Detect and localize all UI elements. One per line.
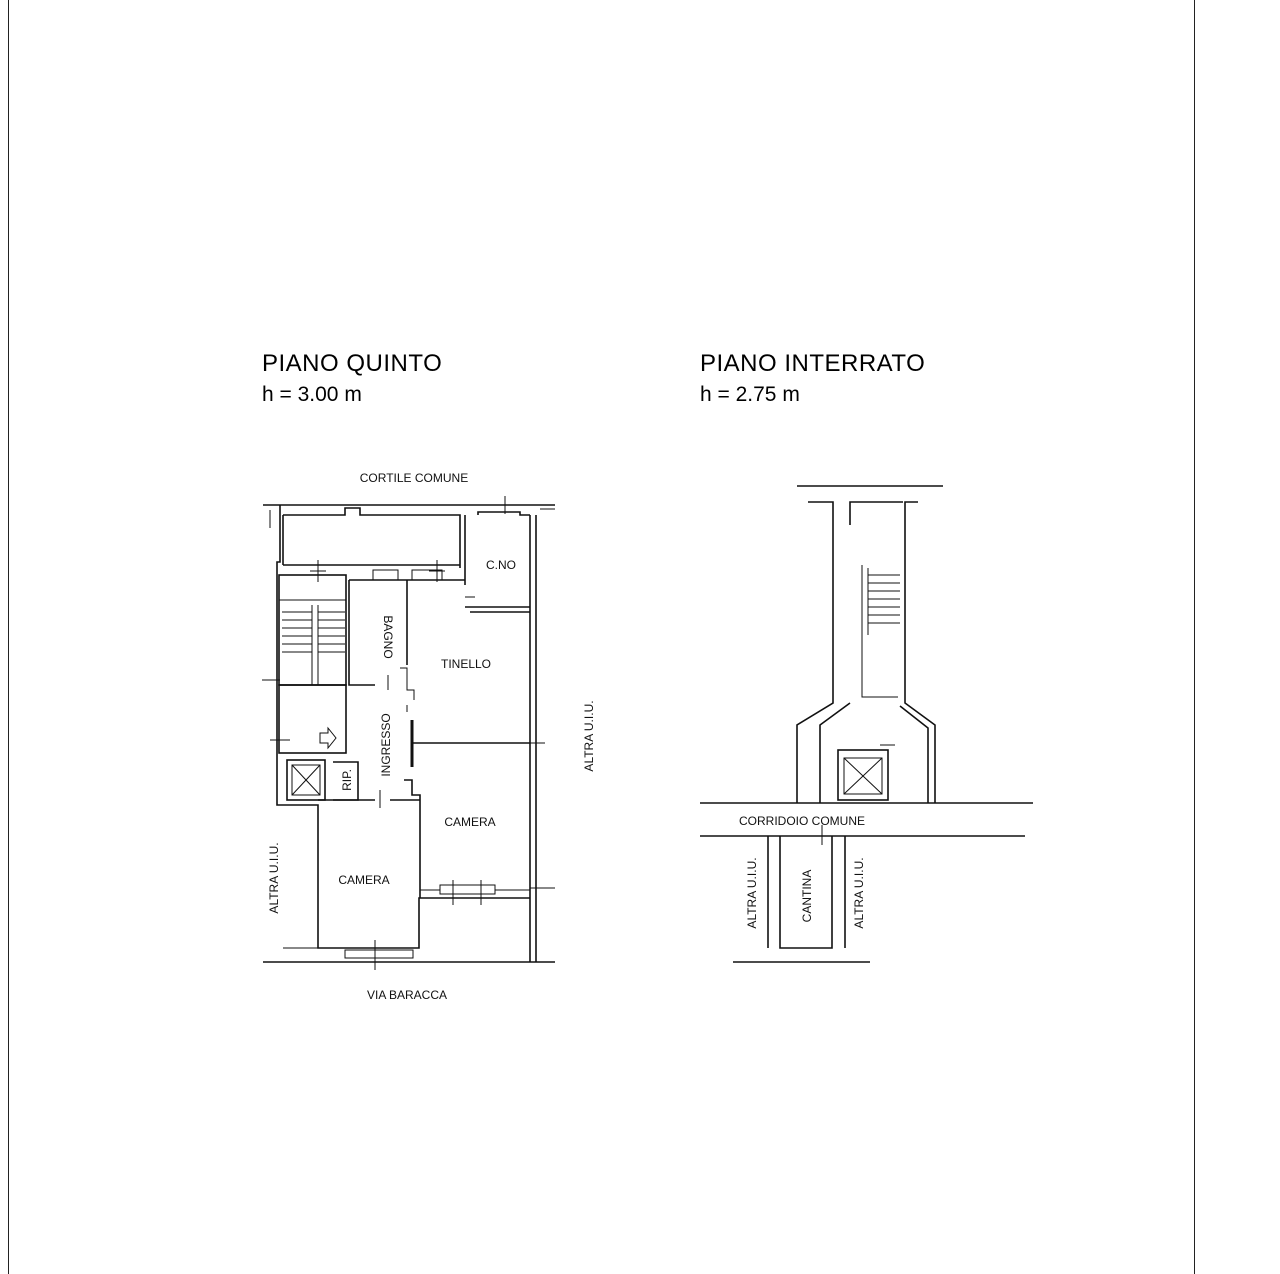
elevator-corridor-left: [820, 703, 850, 803]
label-cortile-comune: CORTILE COMUNE: [359, 471, 469, 485]
landing: [279, 685, 346, 753]
right-plan-title: PIANO INTERRATO: [700, 350, 926, 377]
elevator-corridor-right: [900, 706, 928, 803]
label-altra-uiu-right: ALTRA U.I.U.: [582, 700, 596, 772]
bagno-left-wall: [349, 580, 375, 685]
label-bagno: BAGNO: [381, 615, 395, 659]
camera-right-left-wall: [404, 780, 420, 898]
shaft-inner-top: [850, 502, 903, 525]
label-rip: RIP.: [340, 769, 354, 791]
label-tinello: TINELLO: [440, 657, 492, 671]
label-ingresso: INGRESSO: [379, 713, 393, 777]
camera-right-window: [440, 885, 495, 894]
stair-enclosure: [862, 565, 898, 697]
plan-piano-quinto: [262, 471, 596, 1002]
stair-steps: [282, 605, 345, 685]
label-altra-uiu-basement-right: ALTRA U.I.U.: [852, 857, 866, 929]
shaft-left-wall: [797, 502, 833, 803]
label-via-baracca: VIA BARACCA: [366, 988, 448, 1002]
label-camera-left: CAMERA: [338, 873, 390, 887]
left-plan-title: PIANO QUINTO: [262, 350, 443, 377]
right-plan-height: h = 2.75 m: [700, 383, 800, 406]
label-altra-uiu-left: ALTRA U.I.U.: [267, 842, 281, 914]
label-altra-uiu-basement-left: ALTRA U.I.U.: [745, 857, 759, 929]
balcony-top: [283, 508, 460, 568]
entrance-arrow-icon: [320, 728, 336, 748]
bagno-window: [373, 570, 398, 580]
label-camera-right: CAMERA: [444, 815, 496, 829]
camera-left-window: [345, 950, 413, 958]
cno-window: [478, 512, 530, 515]
basement-stair-steps: [868, 568, 900, 635]
bagno-door-jamb: [400, 668, 414, 700]
plan-piano-interrato: [700, 486, 1033, 962]
shaft-right-wall: [905, 502, 935, 803]
label-cantina: CANTINA: [800, 869, 814, 923]
label-cno: C.NO: [486, 558, 516, 572]
label-corridoio-comune: CORRIDOIO COMUNE: [739, 814, 865, 828]
left-plan-height: h = 3.00 m: [262, 383, 362, 406]
